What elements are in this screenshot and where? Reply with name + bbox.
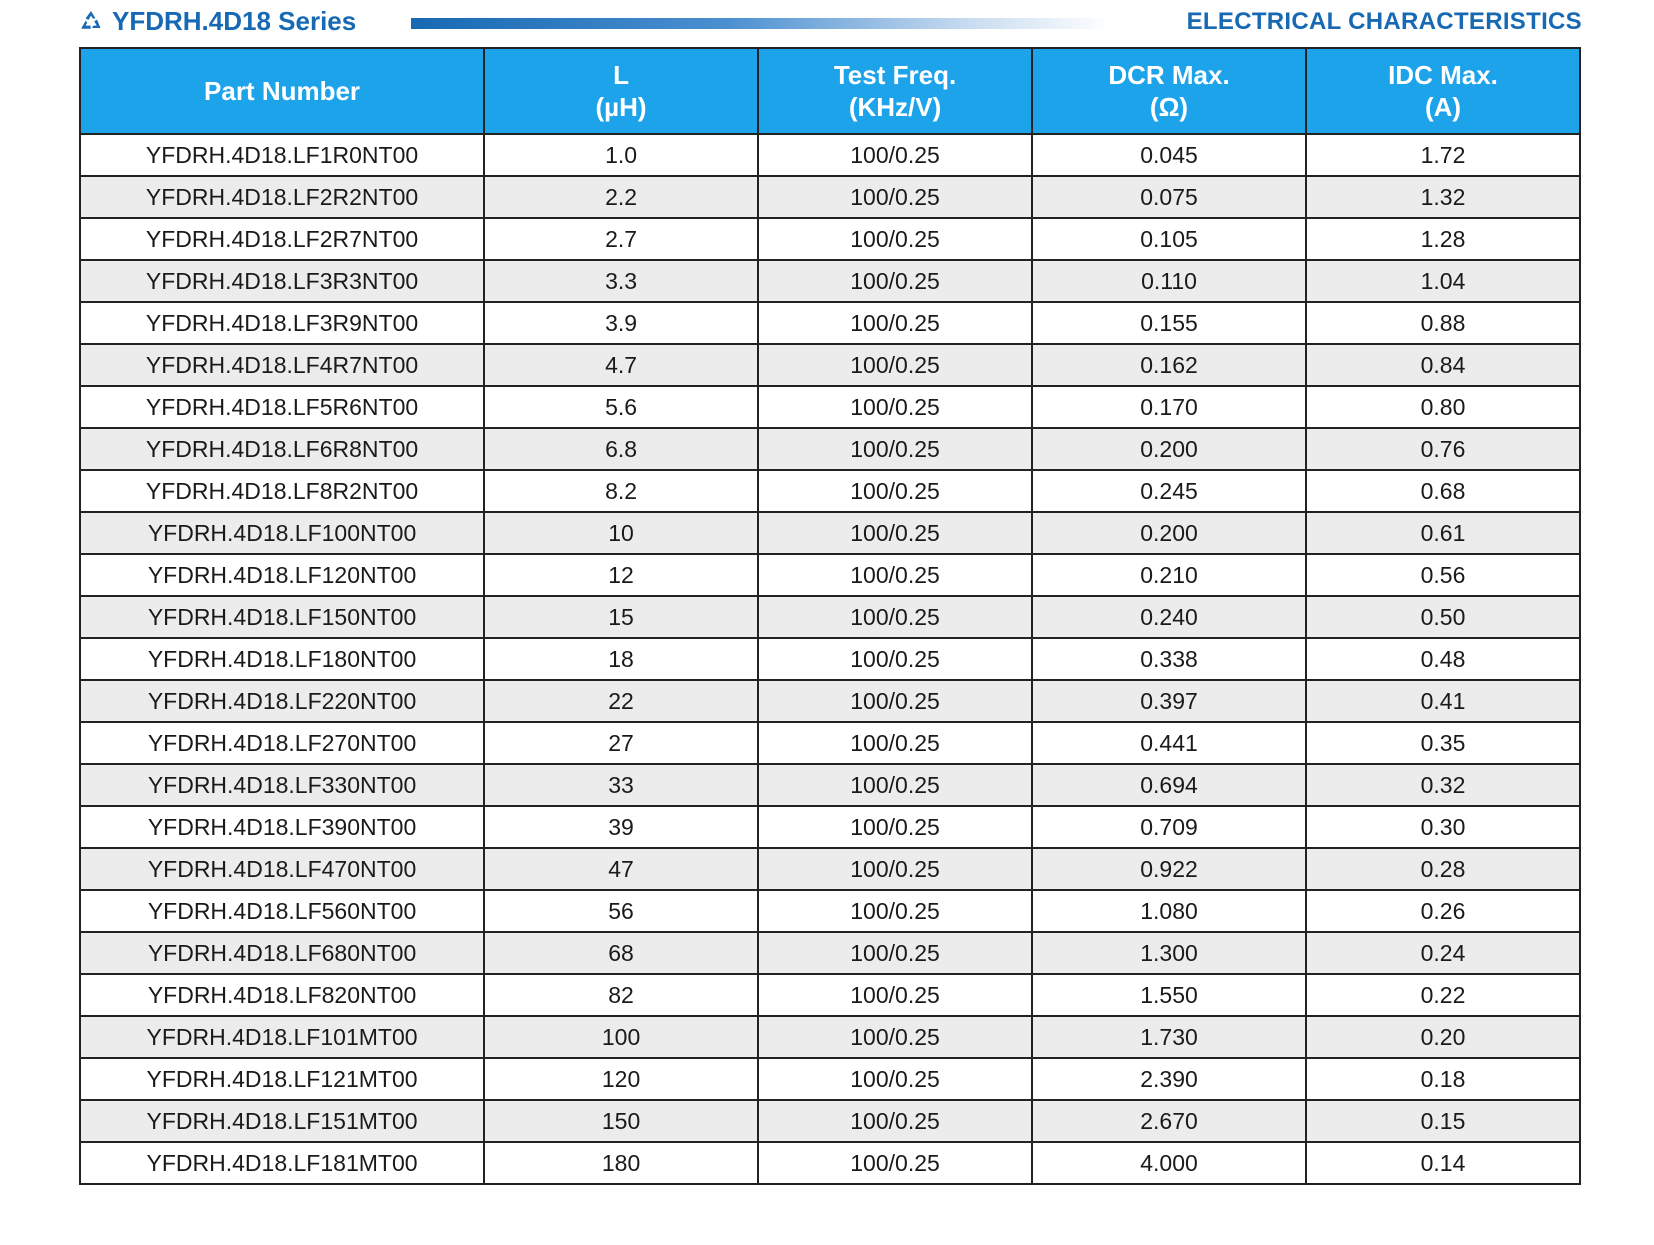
test-frequency-cell: 100/0.25: [758, 638, 1032, 680]
page-header: [78, 4, 1582, 42]
column-header-inductance: L (µH): [484, 48, 758, 134]
table-row: [80, 134, 1580, 176]
table-row: [80, 1058, 1580, 1100]
recycle-icon: [78, 9, 104, 35]
table-row: [80, 890, 1580, 932]
header-gradient-rule: [411, 18, 1111, 29]
table-row: [80, 764, 1580, 806]
table-row: [80, 512, 1580, 554]
inductance-cell: 22: [484, 680, 758, 722]
table-row: [80, 680, 1580, 722]
idc-max-cell: 0.30: [1306, 806, 1580, 848]
part-number-cell: YFDRH.4D18.LF330NT00: [80, 764, 484, 806]
part-number-cell: YFDRH.4D18.LF1R0NT00: [80, 134, 484, 176]
dcr-max-cell: 0.155: [1032, 302, 1306, 344]
table-row: [80, 1016, 1580, 1058]
test-frequency-cell: 100/0.25: [758, 1142, 1032, 1184]
table-row: [80, 974, 1580, 1016]
part-number-cell: YFDRH.4D18.LF680NT00: [80, 932, 484, 974]
part-number-cell: YFDRH.4D18.LF100NT00: [80, 512, 484, 554]
dcr-max-cell: 0.709: [1032, 806, 1306, 848]
part-number-cell: YFDRH.4D18.LF560NT00: [80, 890, 484, 932]
idc-max-cell: 0.26: [1306, 890, 1580, 932]
idc-max-cell: 1.72: [1306, 134, 1580, 176]
table-row: [80, 596, 1580, 638]
inductance-cell: 5.6: [484, 386, 758, 428]
inductance-cell: 33: [484, 764, 758, 806]
column-header-test-frequency: Test Freq. (KHz/V): [758, 48, 1032, 134]
idc-max-cell: 0.76: [1306, 428, 1580, 470]
idc-max-cell: 1.28: [1306, 218, 1580, 260]
idc-max-cell: 0.80: [1306, 386, 1580, 428]
column-header-part-number: Part Number: [80, 48, 484, 134]
table-row: [80, 218, 1580, 260]
idc-max-cell: 0.68: [1306, 470, 1580, 512]
idc-max-cell: 0.15: [1306, 1100, 1580, 1142]
dcr-max-cell: 2.670: [1032, 1100, 1306, 1142]
test-frequency-cell: 100/0.25: [758, 974, 1032, 1016]
inductance-cell: 39: [484, 806, 758, 848]
test-frequency-cell: 100/0.25: [758, 512, 1032, 554]
part-number-cell: YFDRH.4D18.LF4R7NT00: [80, 344, 484, 386]
inductance-cell: 6.8: [484, 428, 758, 470]
test-frequency-cell: 100/0.25: [758, 344, 1032, 386]
part-number-cell: YFDRH.4D18.LF5R6NT00: [80, 386, 484, 428]
inductance-cell: 18: [484, 638, 758, 680]
part-number-cell: YFDRH.4D18.LF180NT00: [80, 638, 484, 680]
idc-max-cell: 0.35: [1306, 722, 1580, 764]
test-frequency-cell: 100/0.25: [758, 596, 1032, 638]
dcr-max-cell: 0.162: [1032, 344, 1306, 386]
test-frequency-cell: 100/0.25: [758, 554, 1032, 596]
electrical-characteristics-table: [79, 47, 1581, 1185]
table-row: [80, 344, 1580, 386]
column-header-idc-max: IDC Max. (A): [1306, 48, 1580, 134]
table-row: [80, 386, 1580, 428]
inductance-cell: 2.7: [484, 218, 758, 260]
dcr-max-cell: 4.000: [1032, 1142, 1306, 1184]
dcr-max-cell: 1.080: [1032, 890, 1306, 932]
test-frequency-cell: 100/0.25: [758, 1016, 1032, 1058]
table-row: [80, 932, 1580, 974]
idc-max-cell: 1.04: [1306, 260, 1580, 302]
part-number-cell: YFDRH.4D18.LF220NT00: [80, 680, 484, 722]
test-frequency-cell: 100/0.25: [758, 890, 1032, 932]
test-frequency-cell: 100/0.25: [758, 386, 1032, 428]
idc-max-cell: 0.61: [1306, 512, 1580, 554]
inductance-cell: 2.2: [484, 176, 758, 218]
part-number-cell: YFDRH.4D18.LF470NT00: [80, 848, 484, 890]
idc-max-cell: 0.22: [1306, 974, 1580, 1016]
test-frequency-cell: 100/0.25: [758, 260, 1032, 302]
test-frequency-cell: 100/0.25: [758, 1058, 1032, 1100]
test-frequency-cell: 100/0.25: [758, 428, 1032, 470]
part-number-cell: YFDRH.4D18.LF2R7NT00: [80, 218, 484, 260]
table-row: [80, 848, 1580, 890]
idc-max-cell: 0.24: [1306, 932, 1580, 974]
table-row: [80, 806, 1580, 848]
table-row: [80, 176, 1580, 218]
test-frequency-cell: 100/0.25: [758, 176, 1032, 218]
inductance-cell: 1.0: [484, 134, 758, 176]
series-title-text: YFDRH.4D18 Series: [112, 6, 357, 36]
test-frequency-cell: 100/0.25: [758, 932, 1032, 974]
dcr-max-cell: 1.550: [1032, 974, 1306, 1016]
table-body: [80, 134, 1580, 1184]
dcr-max-cell: 0.075: [1032, 176, 1306, 218]
part-number-cell: YFDRH.4D18.LF3R9NT00: [80, 302, 484, 344]
dcr-max-cell: 0.110: [1032, 260, 1306, 302]
idc-max-cell: 0.84: [1306, 344, 1580, 386]
section-title: ELECTRICAL CHARACTERISTICS: [1186, 8, 1582, 35]
inductance-cell: 180: [484, 1142, 758, 1184]
inductance-cell: 47: [484, 848, 758, 890]
idc-max-cell: 0.14: [1306, 1142, 1580, 1184]
part-number-cell: YFDRH.4D18.LF120NT00: [80, 554, 484, 596]
table-row: [80, 302, 1580, 344]
idc-max-cell: 0.28: [1306, 848, 1580, 890]
part-number-cell: YFDRH.4D18.LF3R3NT00: [80, 260, 484, 302]
dcr-max-cell: 1.300: [1032, 932, 1306, 974]
test-frequency-cell: 100/0.25: [758, 680, 1032, 722]
table-row: [80, 638, 1580, 680]
column-header-dcr-max: DCR Max. (Ω): [1032, 48, 1306, 134]
inductance-cell: 120: [484, 1058, 758, 1100]
table-row: [80, 470, 1580, 512]
inductance-cell: 12: [484, 554, 758, 596]
test-frequency-cell: 100/0.25: [758, 302, 1032, 344]
test-frequency-cell: 100/0.25: [758, 470, 1032, 512]
idc-max-cell: 0.41: [1306, 680, 1580, 722]
dcr-max-cell: 0.240: [1032, 596, 1306, 638]
idc-max-cell: 0.88: [1306, 302, 1580, 344]
table-row: [80, 428, 1580, 470]
inductance-cell: 56: [484, 890, 758, 932]
part-number-cell: YFDRH.4D18.LF150NT00: [80, 596, 484, 638]
inductance-cell: 68: [484, 932, 758, 974]
table-header-row: [80, 48, 1580, 134]
dcr-max-cell: 0.397: [1032, 680, 1306, 722]
inductance-cell: 82: [484, 974, 758, 1016]
dcr-max-cell: 0.170: [1032, 386, 1306, 428]
part-number-cell: YFDRH.4D18.LF6R8NT00: [80, 428, 484, 470]
dcr-max-cell: 1.730: [1032, 1016, 1306, 1058]
inductance-cell: 3.9: [484, 302, 758, 344]
idc-max-cell: 0.20: [1306, 1016, 1580, 1058]
test-frequency-cell: 100/0.25: [758, 848, 1032, 890]
inductance-cell: 27: [484, 722, 758, 764]
part-number-cell: YFDRH.4D18.LF151MT00: [80, 1100, 484, 1142]
part-number-cell: YFDRH.4D18.LF181MT00: [80, 1142, 484, 1184]
inductance-cell: 3.3: [484, 260, 758, 302]
idc-max-cell: 0.56: [1306, 554, 1580, 596]
part-number-cell: YFDRH.4D18.LF390NT00: [80, 806, 484, 848]
table-row: [80, 554, 1580, 596]
dcr-max-cell: 0.694: [1032, 764, 1306, 806]
idc-max-cell: 0.18: [1306, 1058, 1580, 1100]
test-frequency-cell: 100/0.25: [758, 134, 1032, 176]
idc-max-cell: 0.48: [1306, 638, 1580, 680]
part-number-cell: YFDRH.4D18.LF820NT00: [80, 974, 484, 1016]
dcr-max-cell: 0.210: [1032, 554, 1306, 596]
dcr-max-cell: 0.200: [1032, 428, 1306, 470]
test-frequency-cell: 100/0.25: [758, 806, 1032, 848]
test-frequency-cell: 100/0.25: [758, 722, 1032, 764]
inductance-cell: 4.7: [484, 344, 758, 386]
inductance-cell: 8.2: [484, 470, 758, 512]
part-number-cell: YFDRH.4D18.LF270NT00: [80, 722, 484, 764]
inductance-cell: 150: [484, 1100, 758, 1142]
test-frequency-cell: 100/0.25: [758, 1100, 1032, 1142]
test-frequency-cell: 100/0.25: [758, 764, 1032, 806]
dcr-max-cell: 0.200: [1032, 512, 1306, 554]
inductance-cell: 15: [484, 596, 758, 638]
dcr-max-cell: 0.441: [1032, 722, 1306, 764]
dcr-max-cell: 0.245: [1032, 470, 1306, 512]
idc-max-cell: 0.32: [1306, 764, 1580, 806]
dcr-max-cell: 0.105: [1032, 218, 1306, 260]
idc-max-cell: 1.32: [1306, 176, 1580, 218]
part-number-cell: YFDRH.4D18.LF101MT00: [80, 1016, 484, 1058]
idc-max-cell: 0.50: [1306, 596, 1580, 638]
table-row: [80, 1142, 1580, 1184]
inductance-cell: 10: [484, 512, 758, 554]
dcr-max-cell: 2.390: [1032, 1058, 1306, 1100]
table-row: [80, 1100, 1580, 1142]
test-frequency-cell: 100/0.25: [758, 218, 1032, 260]
part-number-cell: YFDRH.4D18.LF2R2NT00: [80, 176, 484, 218]
table-row: [80, 260, 1580, 302]
table-row: [80, 722, 1580, 764]
dcr-max-cell: 0.045: [1032, 134, 1306, 176]
series-title: [78, 6, 356, 37]
inductance-cell: 100: [484, 1016, 758, 1058]
part-number-cell: YFDRH.4D18.LF121MT00: [80, 1058, 484, 1100]
part-number-cell: YFDRH.4D18.LF8R2NT00: [80, 470, 484, 512]
dcr-max-cell: 0.922: [1032, 848, 1306, 890]
dcr-max-cell: 0.338: [1032, 638, 1306, 680]
